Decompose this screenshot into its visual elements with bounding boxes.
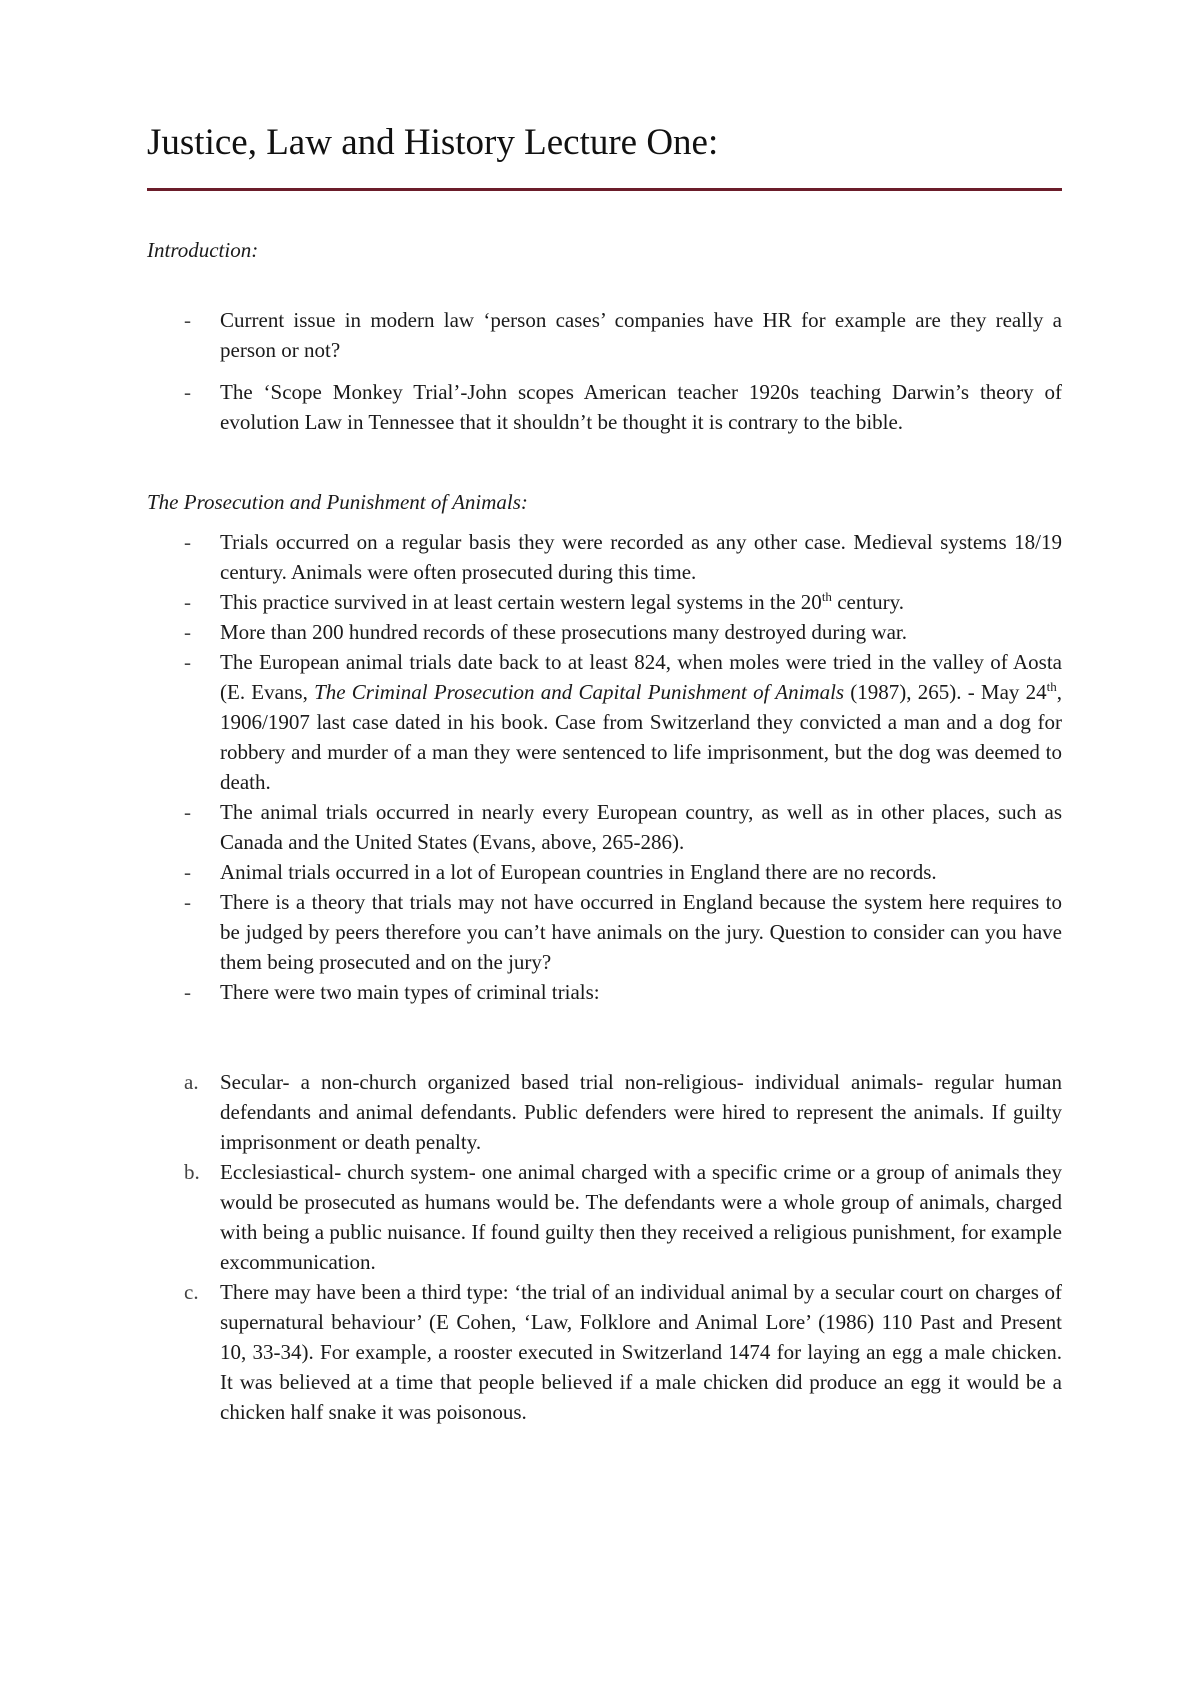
bullet-marker: - <box>184 860 191 884</box>
book-title: The Criminal Prosecution and Capital Punishment of Animals <box>314 680 845 704</box>
list-item <box>147 647 1062 797</box>
bullet-marker: - <box>184 590 191 614</box>
list-item <box>147 977 1062 1007</box>
intro-heading: Introduction: <box>147 238 259 262</box>
list-item <box>147 857 1062 887</box>
superscript: th <box>1046 679 1057 694</box>
list-item-text: There is a theory that trials may not have occurred in England because the system here requires to be judged by peers therefore you can’t have animals on the jury. Question to consider can you have them being prosecuted and on the jury? <box>220 890 1062 974</box>
list-item-text: Trials occurred on a regular basis they were recorded as any other case. Medieval systems 18/19 century. Animals were often prosecuted during this time. <box>220 530 1062 584</box>
list-item-text: The ‘Scope Monkey Trial’-John scopes American teacher 1920s teaching Darwin’s theory of evolution Law in Tennessee that it shouldn’t be thought it is contrary to the bible. <box>220 380 1062 434</box>
list-item-text: There were two main types of criminal trials: <box>220 980 600 1004</box>
list-item-text: Current issue in modern law ‘person cases’ companies have HR for example are they really a person or not? <box>220 308 1062 362</box>
list-item-text: (1987), 265). - May 24 <box>844 680 1047 704</box>
list-item-text: , 1906/1907 last case dated in his book. Case from Switzerland they convicted a man and a dog for robbery and murder of a man they were sentenced to life imprisonment, but the dog was deemed to death. <box>220 680 1062 794</box>
document-title: Justice, Law and History Lecture One: <box>147 122 719 163</box>
bullet-marker: - <box>184 308 191 332</box>
trial-types-list <box>147 1067 1062 1427</box>
list-item <box>147 887 1062 977</box>
list-item-text: Secular- a non-church organized based trial non-religious- individual animals- regular human defendants and animal defendants. Public defenders were hired to represent the animals. If guilty imprisonment or death penalty. <box>220 1070 1062 1154</box>
list-item <box>147 305 1062 365</box>
title-divider <box>147 188 1062 191</box>
document-body <box>147 118 1062 1427</box>
list-item <box>147 617 1062 647</box>
list-item <box>147 1067 1062 1157</box>
list-item <box>147 1277 1062 1427</box>
bullet-marker: - <box>184 380 191 404</box>
bullet-marker: - <box>184 650 191 674</box>
bullet-marker: - <box>184 620 191 644</box>
list-item <box>147 1157 1062 1277</box>
prosecution-heading: The Prosecution and Punishment of Animals: <box>147 490 528 514</box>
prosecution-list <box>147 527 1062 1007</box>
intro-list <box>147 305 1062 437</box>
list-item-text: More than 200 hundred records of these prosecutions many destroyed during war. <box>220 620 907 644</box>
bullet-marker: - <box>184 980 191 1004</box>
bullet-marker: - <box>184 890 191 914</box>
list-item <box>147 587 1062 617</box>
list-item-text: Ecclesiastical- church system- one animal charged with a specific crime or a group of animals they would be prosecuted as humans would be. The defendants were a whole group of animals, charged with being a public nuisance. If found guilty then they received a religious punishment, for example excommunication. <box>220 1160 1062 1274</box>
list-item-text: This practice survived in at least certain western legal systems in the 20 <box>220 590 822 614</box>
list-item <box>147 377 1062 437</box>
bullet-marker: - <box>184 530 191 554</box>
list-item-text: There may have been a third type: ‘the trial of an individual animal by a secular court on charges of supernatural behaviour’ (E Cohen, ‘Law, Folklore and Animal Lore’ (1986) 110 Past and Present 10, 33-34). For example, a rooster executed in Switzerland 1474 for laying an egg a male chicken. It was believed at a time that people believed if a male chicken did produce an egg it would be a chicken half snake it was poisonous. <box>220 1280 1062 1424</box>
list-item-text: The animal trials occurred in nearly every European country, as well as in other places, such as Canada and the United States (Evans, above, 265-286). <box>220 800 1062 854</box>
superscript: th <box>821 589 832 604</box>
list-item-text: century. <box>831 590 905 614</box>
list-item <box>147 527 1062 587</box>
list-letter: b. <box>184 1160 200 1184</box>
list-letter: a. <box>184 1070 199 1094</box>
list-item-text: The European animal trials date back to at least 824, when moles were tried in the valley of Aosta (E. Evans, <box>220 650 1062 704</box>
bullet-marker: - <box>184 800 191 824</box>
list-letter: c. <box>184 1280 199 1304</box>
list-item <box>147 797 1062 857</box>
list-item-text: Animal trials occurred in a lot of European countries in England there are no records. <box>220 860 937 884</box>
